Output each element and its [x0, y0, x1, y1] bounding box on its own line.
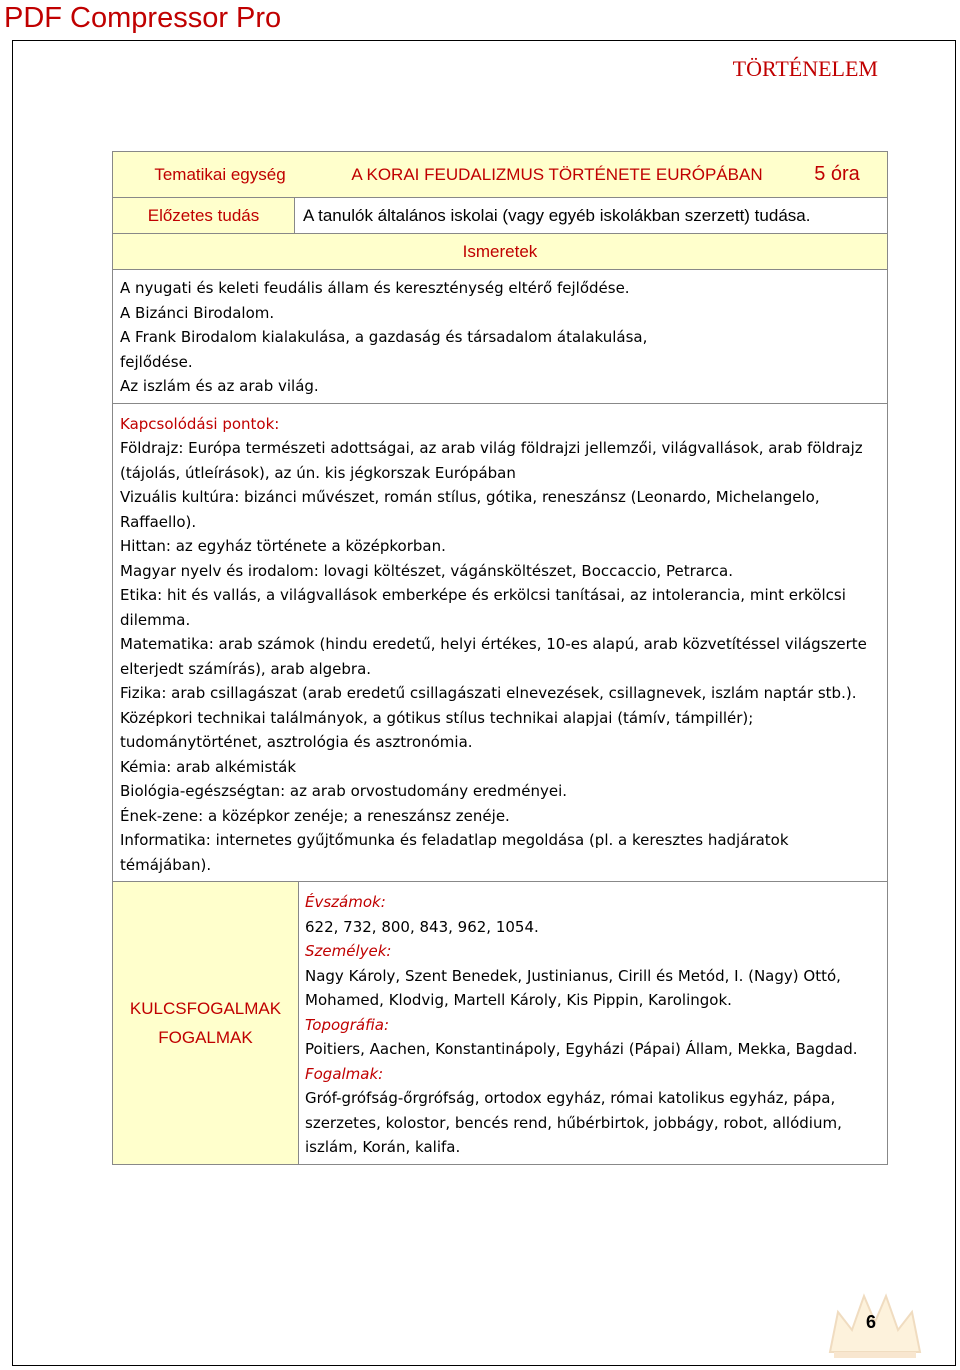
- page-heading: TÖRTÉNELEM: [732, 56, 878, 81]
- kulcsfogalmak-label-cell: [113, 882, 299, 1164]
- kapcsolodasi-line: Hittan: az egyház története a középkorban.: [120, 537, 446, 555]
- kapcsolodasi-line: Biológia-egészségtan: az arab orvostudomány eredményei.: [120, 782, 568, 800]
- ismeretek-line: Az iszlám és az arab világ.: [120, 377, 319, 395]
- kulcsfogalmak-label: KULCSFOGALMAK: [129, 998, 282, 1018]
- topic-title: A KORAI FEUDALIZMUS TÖRTÉNETE EURÓPÁBAN: [351, 164, 763, 184]
- kapcsolodasi-block: [112, 404, 888, 883]
- fogalmak-section-label: Fogalmak:: [305, 1064, 384, 1083]
- szemelyek-text: Nagy Károly, Szent Benedek, Justinianus, Cirill és Metód, I. (Nagy) Ottó, Mohamed, Klodvig, Martell Károly, Kis Pippin, Karolingok.: [305, 966, 841, 1009]
- kulcsfogalmak-row: [112, 882, 888, 1165]
- szemelyek-label: Személyek:: [305, 942, 392, 960]
- tematikai-label: Tematikai egység: [154, 164, 286, 184]
- ismeretek-line: A nyugati és keleti feudális állam és kereszténység eltérő fejlődése.: [120, 279, 630, 297]
- fogalmak-text: Gróf-grófság-őrgrófság, ortodox egyház, római katolikus egyház, pápa, szerzetes, kolostor, bencés rend, hűbérbirtok, jobbágy, robot, allódium, iszlám, Korán, kalifa.: [305, 1089, 842, 1156]
- kapcsolodasi-line: Vizuális kultúra: bizánci művészet, román stílus, gótika, reneszánsz (Leonardo, Michelangelo, Raffaello).: [120, 488, 820, 531]
- kapcsolodasi-line: Magyar nyelv és irodalom: lovagi költészet, vágánsköltészet, Boccaccio, Petrarca.: [120, 561, 733, 580]
- ismeretek-line: A Frank Birodalom kialakulása, a gazdaság és társadalom átalakulása, fejlődése.: [120, 328, 648, 371]
- ismeretek-block: [112, 270, 888, 404]
- hours-label: 5 óra: [814, 163, 860, 185]
- elozetes-label: Előzetes tudás: [113, 198, 295, 233]
- evszamok-text: 622, 732, 800, 843, 962, 1054.: [305, 917, 539, 936]
- page-number: 6: [866, 1312, 877, 1332]
- topografia-label: Topográfia:: [305, 1015, 390, 1034]
- kapcsolodasi-label: Kapcsolódási pontok:: [120, 414, 280, 433]
- kapcsolodasi-line: Etika: hit és vallás, a világvallások emberképe és erkölcsi tanításai, az intolerancia, mint erkölcsi dilemma.: [120, 586, 846, 629]
- kulcsfogalmak-content: [299, 882, 887, 1164]
- fogalmak-label: FOGALMAK: [158, 1027, 253, 1047]
- ismeretek-header: Ismeretek: [112, 234, 888, 270]
- elozetes-row: [112, 198, 888, 234]
- evszamok-label: Évszámok:: [305, 893, 386, 911]
- app-title: PDF Compressor Pro: [4, 2, 282, 34]
- page-number-badge: [820, 1282, 930, 1362]
- kapcsolodasi-line: Fizika: arab csillagászat (arab eredetű csillagászati elnevezések, csillagnevek, iszlám naptár stb.). Középkori technikai találmányok, a gótikus stílus technikai alapjai (támív, támpillér); tudománytörténet, asztrológia és asztronómia.: [120, 684, 857, 751]
- kapcsolodasi-line: Ének-zene: a középkor zenéje; a reneszánsz zenéje.: [120, 806, 510, 825]
- topografia-text: Poitiers, Aachen, Konstantinápoly, Egyházi (Pápai) Állam, Mekka, Bagdad.: [305, 1040, 858, 1058]
- topic-row: [112, 151, 888, 198]
- kapcsolodasi-line: Kémia: arab alkémisták: [120, 757, 297, 776]
- elozetes-text: A tanulók általános iskolai (vagy egyéb iskolákban szerzett) tudása.: [303, 205, 811, 225]
- curriculum-table: [112, 151, 888, 1165]
- kapcsolodasi-line: Földrajz: Európa természeti adottságai, az arab világ földrajzi jellemzői, világvallások, arab földrajz (tájolás, útleírások), az ún. kis jégkorszak Európában: [120, 439, 863, 482]
- kapcsolodasi-line: Matematika: arab számok (hindu eredetű, helyi értékes, 10-es alapú, arab közvetítéssel világszerte elterjedt számírás), arab algebra.: [120, 635, 867, 678]
- kapcsolodasi-line: Informatika: internetes gyűjtőmunka és feladatlap megoldása (pl. a keresztes hadjáratok témájában).: [120, 831, 789, 874]
- ismeretek-line: A Bizánci Birodalom.: [120, 303, 275, 322]
